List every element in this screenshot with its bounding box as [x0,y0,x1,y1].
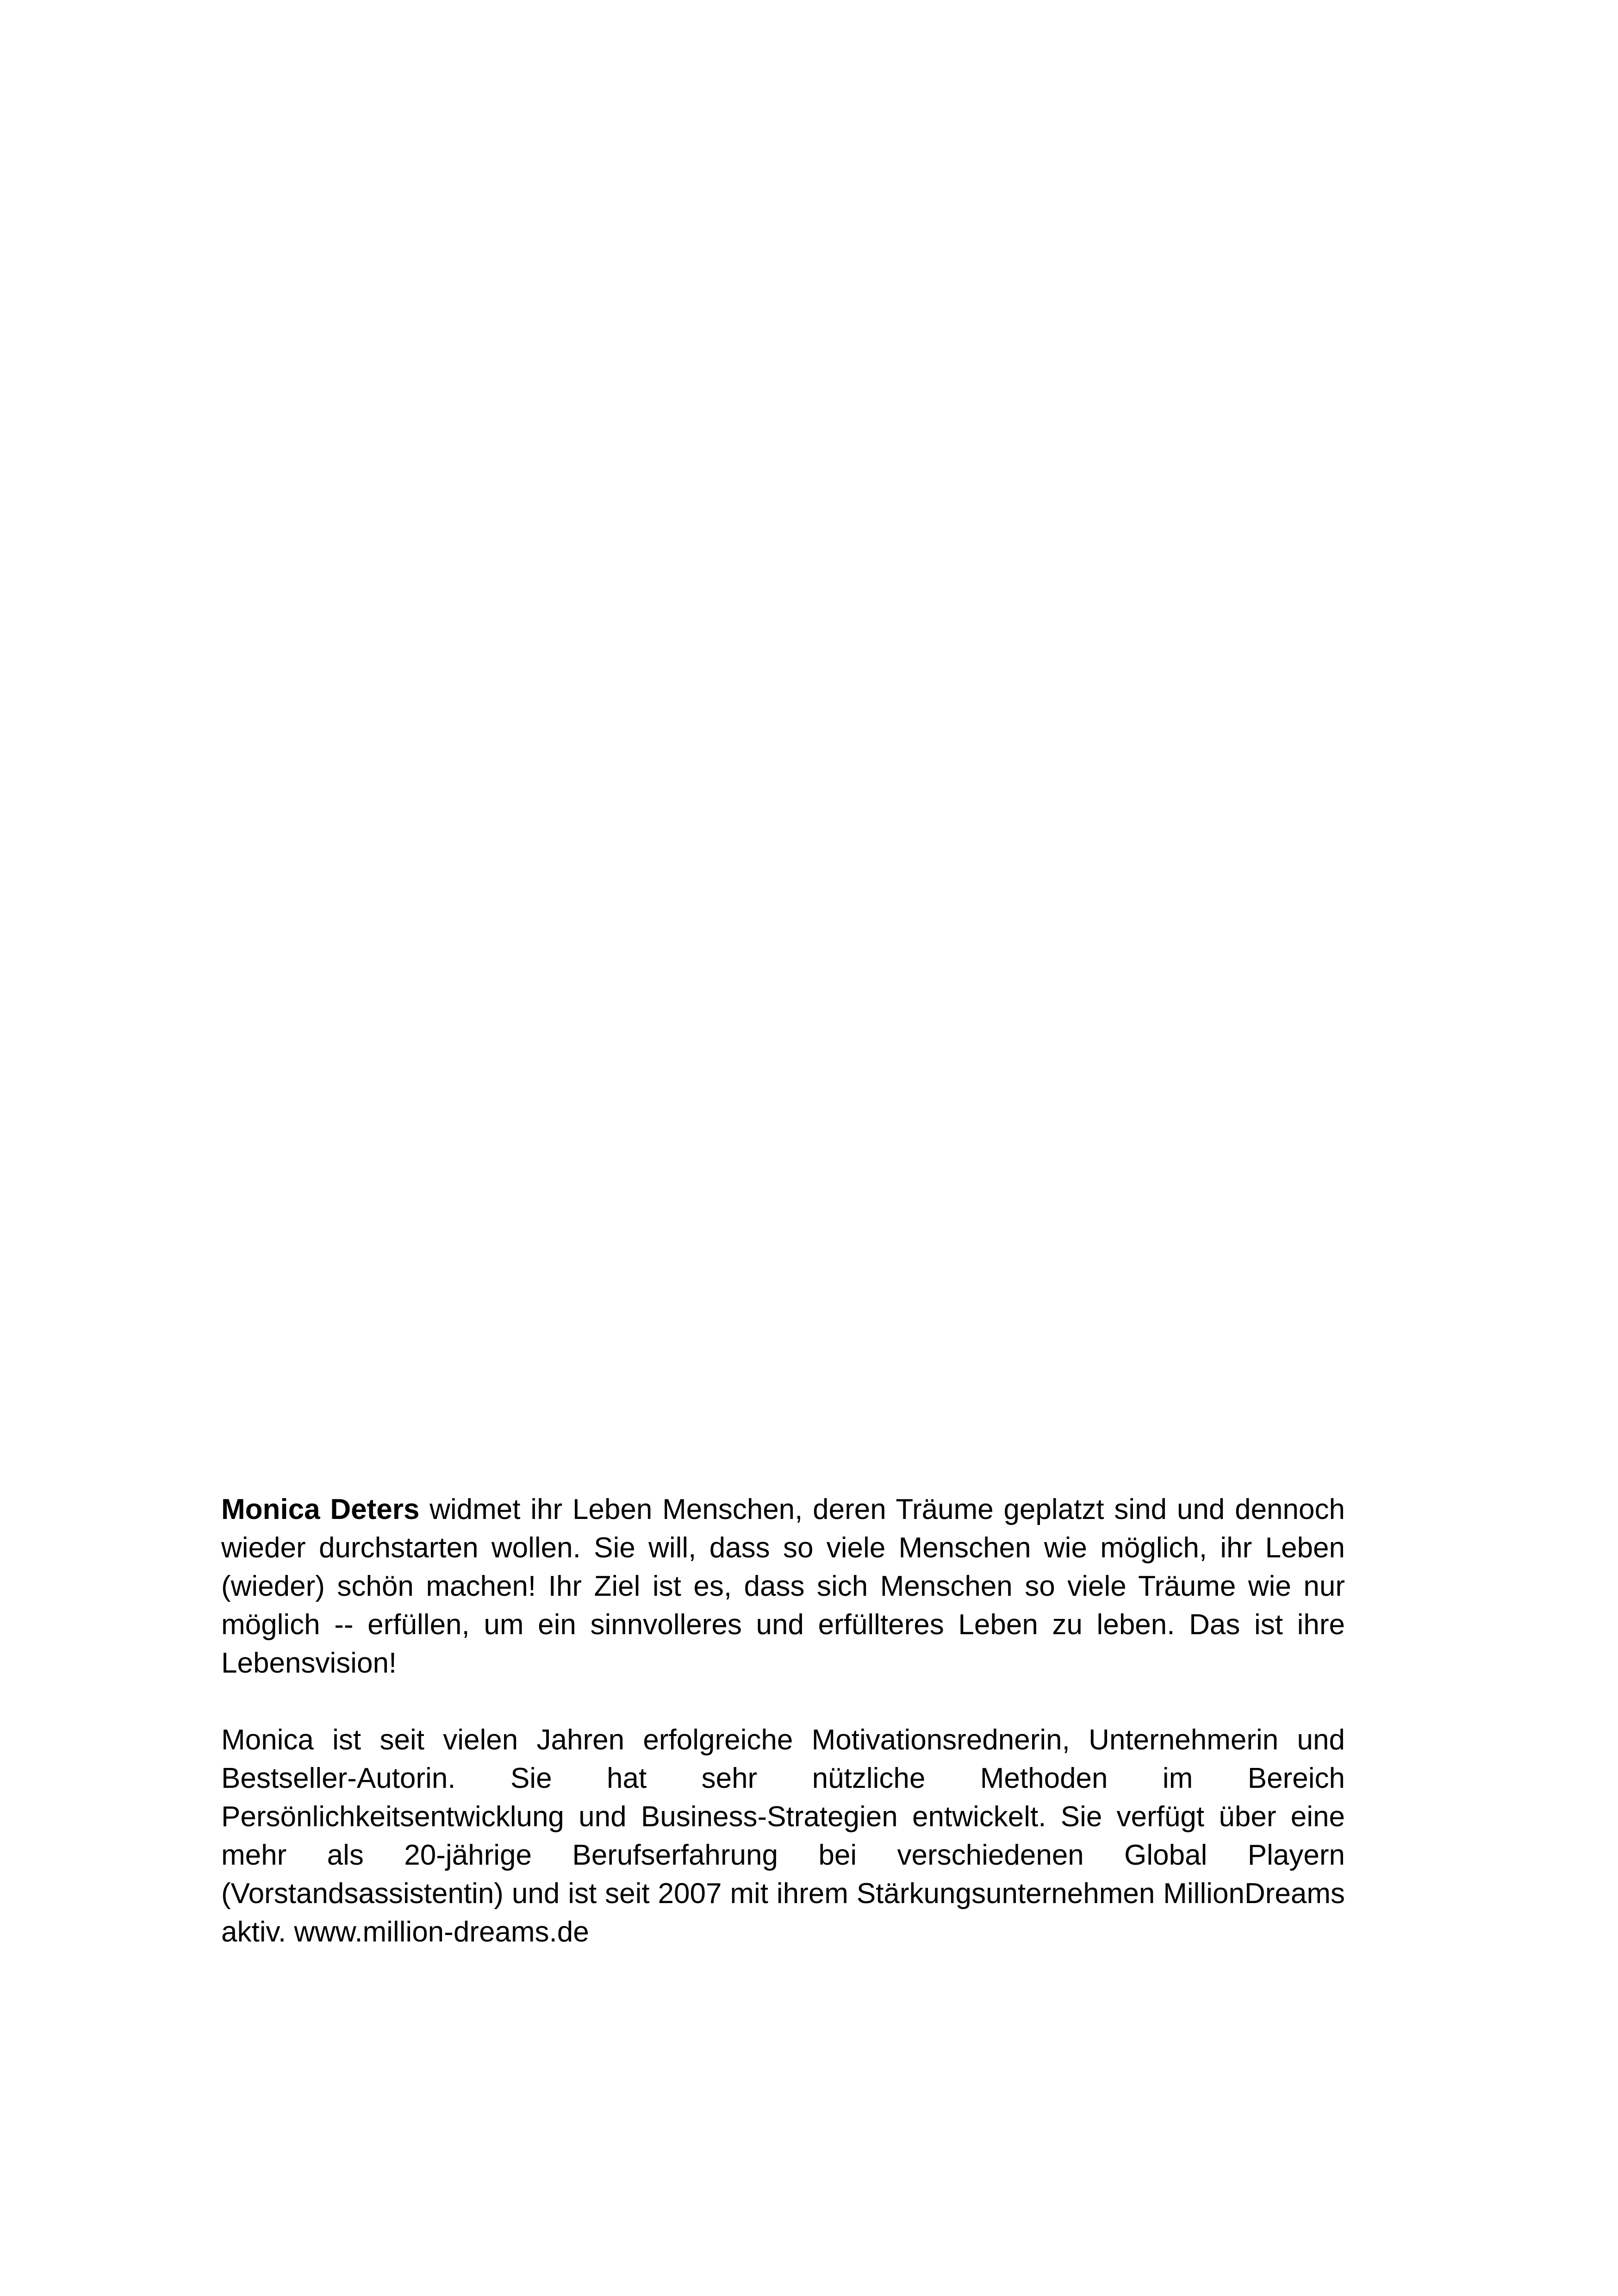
bio-paragraph-2: Monica ist seit vielen Jahren erfolgreiche Motivationsrednerin, Unternehmerin und Bestseller-Autorin. Sie hat sehr nützliche Methoden im Bereich Persönlichkeitsentwicklung und Business-Strategien entwickelt. Sie verfügt über eine mehr als 20-jährige Berufserfahrung bei verschiedenen Global Playern (Vorstandsassistentin) und ist seit 2007 mit ihrem Stärkungsunternehmen MillionDreams aktiv. www.million-dreams.de [221,1724,1345,1948]
author-bio [221,1490,1345,1951]
bio-paragraph-1-text: widmet ihr Leben Menschen, deren Träume geplatzt sind und dennoch wieder durchstarten wollen. Sie will, dass so viele Menschen wie möglich, ihr Leben (wieder) schön machen! Ihr Ziel ist es, dass sich Menschen so viele Träume wie nur möglich -- erfüllen, um ein sinnvolleres und erfüllteres Leben zu leben. Das ist ihre Lebensvision! [221,1493,1345,1679]
author-name: Monica Deters [221,1493,420,1525]
bio-paragraph-1 [221,1490,1345,1682]
